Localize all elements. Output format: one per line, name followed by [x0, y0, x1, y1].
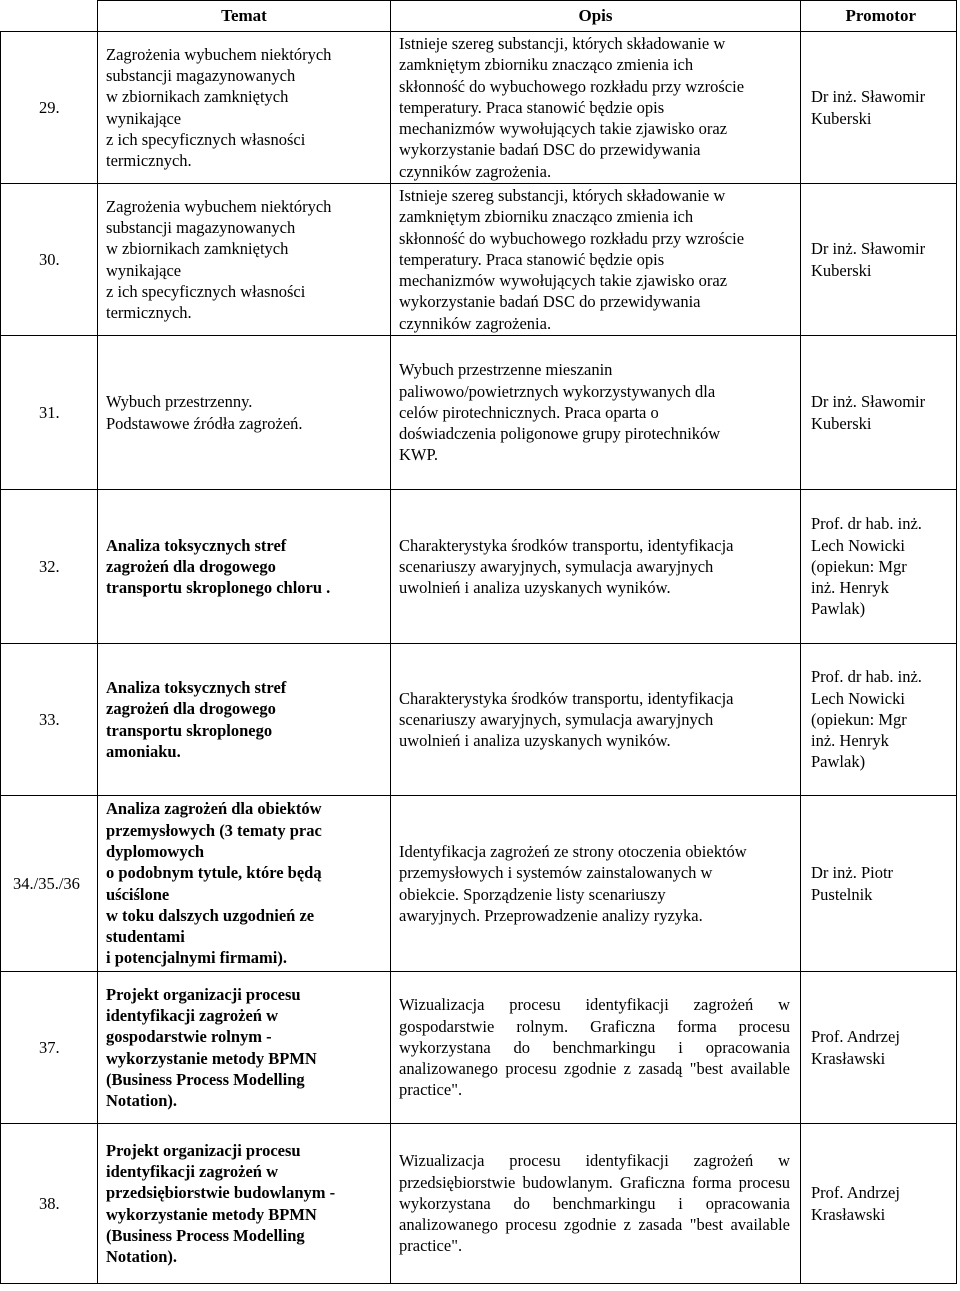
- topic-title: [98, 796, 391, 972]
- topic-title: [98, 1124, 391, 1284]
- header-temat: Temat: [98, 1, 391, 32]
- topic-title-line: wynikające: [106, 260, 182, 280]
- supervisor-line: inż. Henryk: [811, 578, 889, 598]
- table-row: [1, 644, 957, 796]
- topic-description-line: obiekcie. Sporządzenie listy scenariuszy: [399, 884, 666, 904]
- topic-description-line: temperatury. Praca stanowić będzie opis: [399, 249, 665, 269]
- row-number: 29.: [1, 32, 98, 184]
- supervisor-line: Kuberski: [811, 260, 872, 280]
- table-row: [1, 336, 957, 490]
- supervisor-line: Prof. dr hab. inż.: [811, 667, 922, 687]
- topic-title-line: Notation).: [106, 1247, 178, 1267]
- table-body: [1, 32, 957, 1284]
- topic-description-line: wykorzystanie badań DSC do przewidywania: [399, 292, 701, 312]
- row-number: 32.: [1, 490, 98, 644]
- topic-description: [391, 972, 801, 1124]
- row-number: 31.: [1, 336, 98, 490]
- supervisor-line: Prof. Andrzej: [811, 1183, 900, 1203]
- topic-title-line: i potencjalnymi firmami).: [106, 948, 288, 968]
- supervisor-line: Kuberski: [811, 108, 872, 128]
- header-promotor: Promotor: [801, 1, 957, 32]
- table-row: [1, 972, 957, 1124]
- topic-title-line: transportu skroplonego chloru .: [106, 578, 331, 598]
- topic-title-line: wynikające: [106, 108, 182, 128]
- topic-description-line: czynników zagrożenia.: [399, 313, 552, 333]
- topic-description: [391, 32, 801, 184]
- topic-title-line: o podobnym tytule, które będą: [106, 863, 322, 883]
- topic-description-line: Wybuch przestrzenne mieszanin: [399, 360, 613, 380]
- topic-title-line: zagrożeń dla drogowego: [106, 556, 276, 576]
- topic-description-line: Identyfikacja zagrożeń ze strony otoczenia obiektów: [399, 841, 747, 861]
- topic-title-line: Notation).: [106, 1091, 178, 1111]
- topic-description-line: skłonność do wybuchowego rozkładu przy wzroście: [399, 76, 745, 96]
- supervisor-line: Dr inż. Sławomir: [811, 392, 926, 412]
- topic-title-line: termicznych.: [106, 303, 192, 323]
- topic-description-line: zamkniętym zbiorniku znacząco zmienia ich: [399, 55, 694, 75]
- topic-description-line: KWP.: [399, 445, 438, 465]
- topic-description: [391, 1124, 801, 1284]
- row-number: 30.: [1, 184, 98, 336]
- supervisor-line: Pawlak): [811, 752, 866, 772]
- supervisor-line: inż. Henryk: [811, 731, 889, 751]
- topic-description-line: Istnieje szereg substancji, których składowanie w: [399, 33, 726, 53]
- topic-title-line: w zbiornikach zamkniętych: [106, 239, 289, 259]
- supervisor-line: Kuberski: [811, 413, 872, 433]
- topic-title-line: substancji magazynowanych: [106, 217, 296, 237]
- supervisor-line: Krasławski: [811, 1204, 886, 1224]
- topic-title-line: transportu skroplonego: [106, 720, 273, 740]
- topic-title-line: Podstawowe źródła zagrożeń.: [106, 413, 303, 433]
- topic-description-text: Wizualizacja procesu identyfikacji zagrożeń w gospodarstwie rolnym. Graficzna forma procesu wykorzystana do benchmarkingu i opracowania analizowanego procesu zgodnie z zasadą "best available practice".: [399, 995, 790, 1100]
- topic-title-line: gospodarstwie rolnym -: [106, 1027, 272, 1047]
- topic-description-line: temperatury. Praca stanowić będzie opis: [399, 97, 665, 117]
- topic-description: [391, 336, 801, 490]
- topic-title-line: zagrożeń dla drogowego: [106, 699, 276, 719]
- topic-description-line: skłonność do wybuchowego rozkładu przy wzroście: [399, 228, 745, 248]
- topic-title-line: amoniaku.: [106, 741, 181, 761]
- supervisor: [801, 184, 957, 336]
- table-row: [1, 32, 957, 184]
- topic-description-line: celów pirotechnicznych. Praca oparta o: [399, 402, 659, 422]
- topic-description-line: przemysłowych i systemów zainstalowanych w: [399, 863, 713, 883]
- topic-title-line: termicznych.: [106, 151, 192, 171]
- supervisor-line: Lech Nowicki: [811, 535, 905, 555]
- topic-description-line: czynników zagrożenia.: [399, 161, 552, 181]
- supervisor: [801, 490, 957, 644]
- topic-title-line: przedsiębiorstwie budowlanym -: [106, 1183, 336, 1203]
- topic-title-line: (Business Process Modelling: [106, 1225, 305, 1245]
- topic-description: [391, 796, 801, 972]
- table-row: [1, 796, 957, 972]
- supervisor-line: (opiekun: Mgr: [811, 556, 907, 576]
- topic-title-line: wykorzystanie metody BPMN: [106, 1048, 317, 1068]
- topic-title-line: Analiza toksycznych stref: [106, 535, 287, 555]
- supervisor-line: Prof. dr hab. inż.: [811, 514, 922, 534]
- topic-description: [391, 490, 801, 644]
- supervisor: [801, 1124, 957, 1284]
- topic-description-line: awaryjnych. Przeprowadzenie analizy ryzyka.: [399, 905, 703, 925]
- table-row: [1, 184, 957, 336]
- topic-title-line: z ich specyficznych własności: [106, 129, 306, 149]
- topic-title-line: z ich specyficznych własności: [106, 281, 306, 301]
- topic-description: [391, 644, 801, 796]
- supervisor: [801, 336, 957, 490]
- topic-title-line: w zbiornikach zamkniętych: [106, 87, 289, 107]
- topic-title-line: substancji magazynowanych: [106, 65, 296, 85]
- topic-description: [391, 184, 801, 336]
- topic-description-line: paliwowo/powietrznych wykorzystywanych dla: [399, 381, 716, 401]
- topic-description-line: mechanizmów wywołujących takie zjawisko oraz: [399, 271, 728, 291]
- supervisor-line: Krasławski: [811, 1048, 886, 1068]
- topic-description-line: zamkniętym zbiorniku znacząco zmienia ich: [399, 207, 694, 227]
- topic-title: [98, 336, 391, 490]
- supervisor-line: Pustelnik: [811, 884, 873, 904]
- topic-title-line: przemysłowych (3 tematy prac: [106, 820, 322, 840]
- topic-description-line: scenariuszy awaryjnych, symulacja awaryjnych: [399, 709, 714, 729]
- topic-description-line: uwolnień i analiza uzyskanych wyników.: [399, 731, 671, 751]
- topic-title-line: Zagrożenia wybuchem niektórych: [106, 196, 332, 216]
- topic-title-line: identyfikacji zagrożeń w: [106, 1161, 279, 1181]
- topic-title: [98, 32, 391, 184]
- topic-description-text: Wizualizacja procesu identyfikacji zagrożeń w przedsiębiorstwie budowlanym. Graficzna forma procesu wykorzystana do benchmarkingu i opracowania analizowanego procesu zgodnie z zasada "best available practice".: [399, 1151, 790, 1256]
- supervisor-line: (opiekun: Mgr: [811, 709, 907, 729]
- supervisor-line: Dr inż. Piotr: [811, 863, 894, 883]
- topic-description-line: Charakterystyka środków transportu, identyfikacja: [399, 535, 734, 555]
- topic-title: [98, 644, 391, 796]
- supervisor: [801, 32, 957, 184]
- topic-title-line: Analiza toksycznych stref: [106, 677, 287, 697]
- topic-title-line: identyfikacji zagrożeń w: [106, 1005, 279, 1025]
- topic-title-line: Analiza zagrożeń dla obiektów: [106, 799, 322, 819]
- supervisor-line: Dr inż. Sławomir: [811, 239, 926, 259]
- topic-title-line: uściślone: [106, 884, 170, 904]
- table-row: [1, 490, 957, 644]
- table-header-row: [1, 1, 957, 32]
- supervisor: [801, 796, 957, 972]
- topic-title-line: (Business Process Modelling: [106, 1069, 305, 1089]
- topic-description-line: wykorzystanie badań DSC do przewidywania: [399, 140, 701, 160]
- topic-title-line: w toku dalszych uzgodnień ze: [106, 905, 315, 925]
- header-opis: Opis: [391, 1, 801, 32]
- supervisor: [801, 972, 957, 1124]
- topic-title-line: Projekt organizacji procesu: [106, 984, 301, 1004]
- row-number: 38.: [1, 1124, 98, 1284]
- topic-title: [98, 184, 391, 336]
- supervisor-line: Dr inż. Sławomir: [811, 87, 926, 107]
- topic-title: [98, 490, 391, 644]
- topic-description-line: mechanizmów wywołujących takie zjawisko oraz: [399, 119, 728, 139]
- topic-title-line: Wybuch przestrzenny.: [106, 392, 253, 412]
- supervisor-line: Pawlak): [811, 599, 866, 619]
- table-row: [1, 1124, 957, 1284]
- topic-title-line: Projekt organizacji procesu: [106, 1140, 301, 1160]
- topic-description-line: scenariuszy awaryjnych, symulacja awaryjnych: [399, 556, 714, 576]
- supervisor: [801, 644, 957, 796]
- row-number: 34./35./36: [1, 796, 98, 972]
- row-number: 33.: [1, 644, 98, 796]
- header-nr: [1, 1, 98, 32]
- supervisor-line: Prof. Andrzej: [811, 1027, 900, 1047]
- topic-title: [98, 972, 391, 1124]
- topic-description-line: Charakterystyka środków transportu, identyfikacja: [399, 688, 734, 708]
- supervisor-line: Lech Nowicki: [811, 688, 905, 708]
- topic-description-line: uwolnień i analiza uzyskanych wyników.: [399, 578, 671, 598]
- topic-description-line: Istnieje szereg substancji, których składowanie w: [399, 185, 726, 205]
- topic-description-line: doświadczenia poligonowe grupy pirotechników: [399, 424, 721, 444]
- topic-title-line: wykorzystanie metody BPMN: [106, 1204, 317, 1224]
- topic-title-line: studentami: [106, 927, 185, 947]
- topic-title-line: dyplomowych: [106, 841, 205, 861]
- topic-title-line: Zagrożenia wybuchem niektórych: [106, 44, 332, 64]
- row-number: 37.: [1, 972, 98, 1124]
